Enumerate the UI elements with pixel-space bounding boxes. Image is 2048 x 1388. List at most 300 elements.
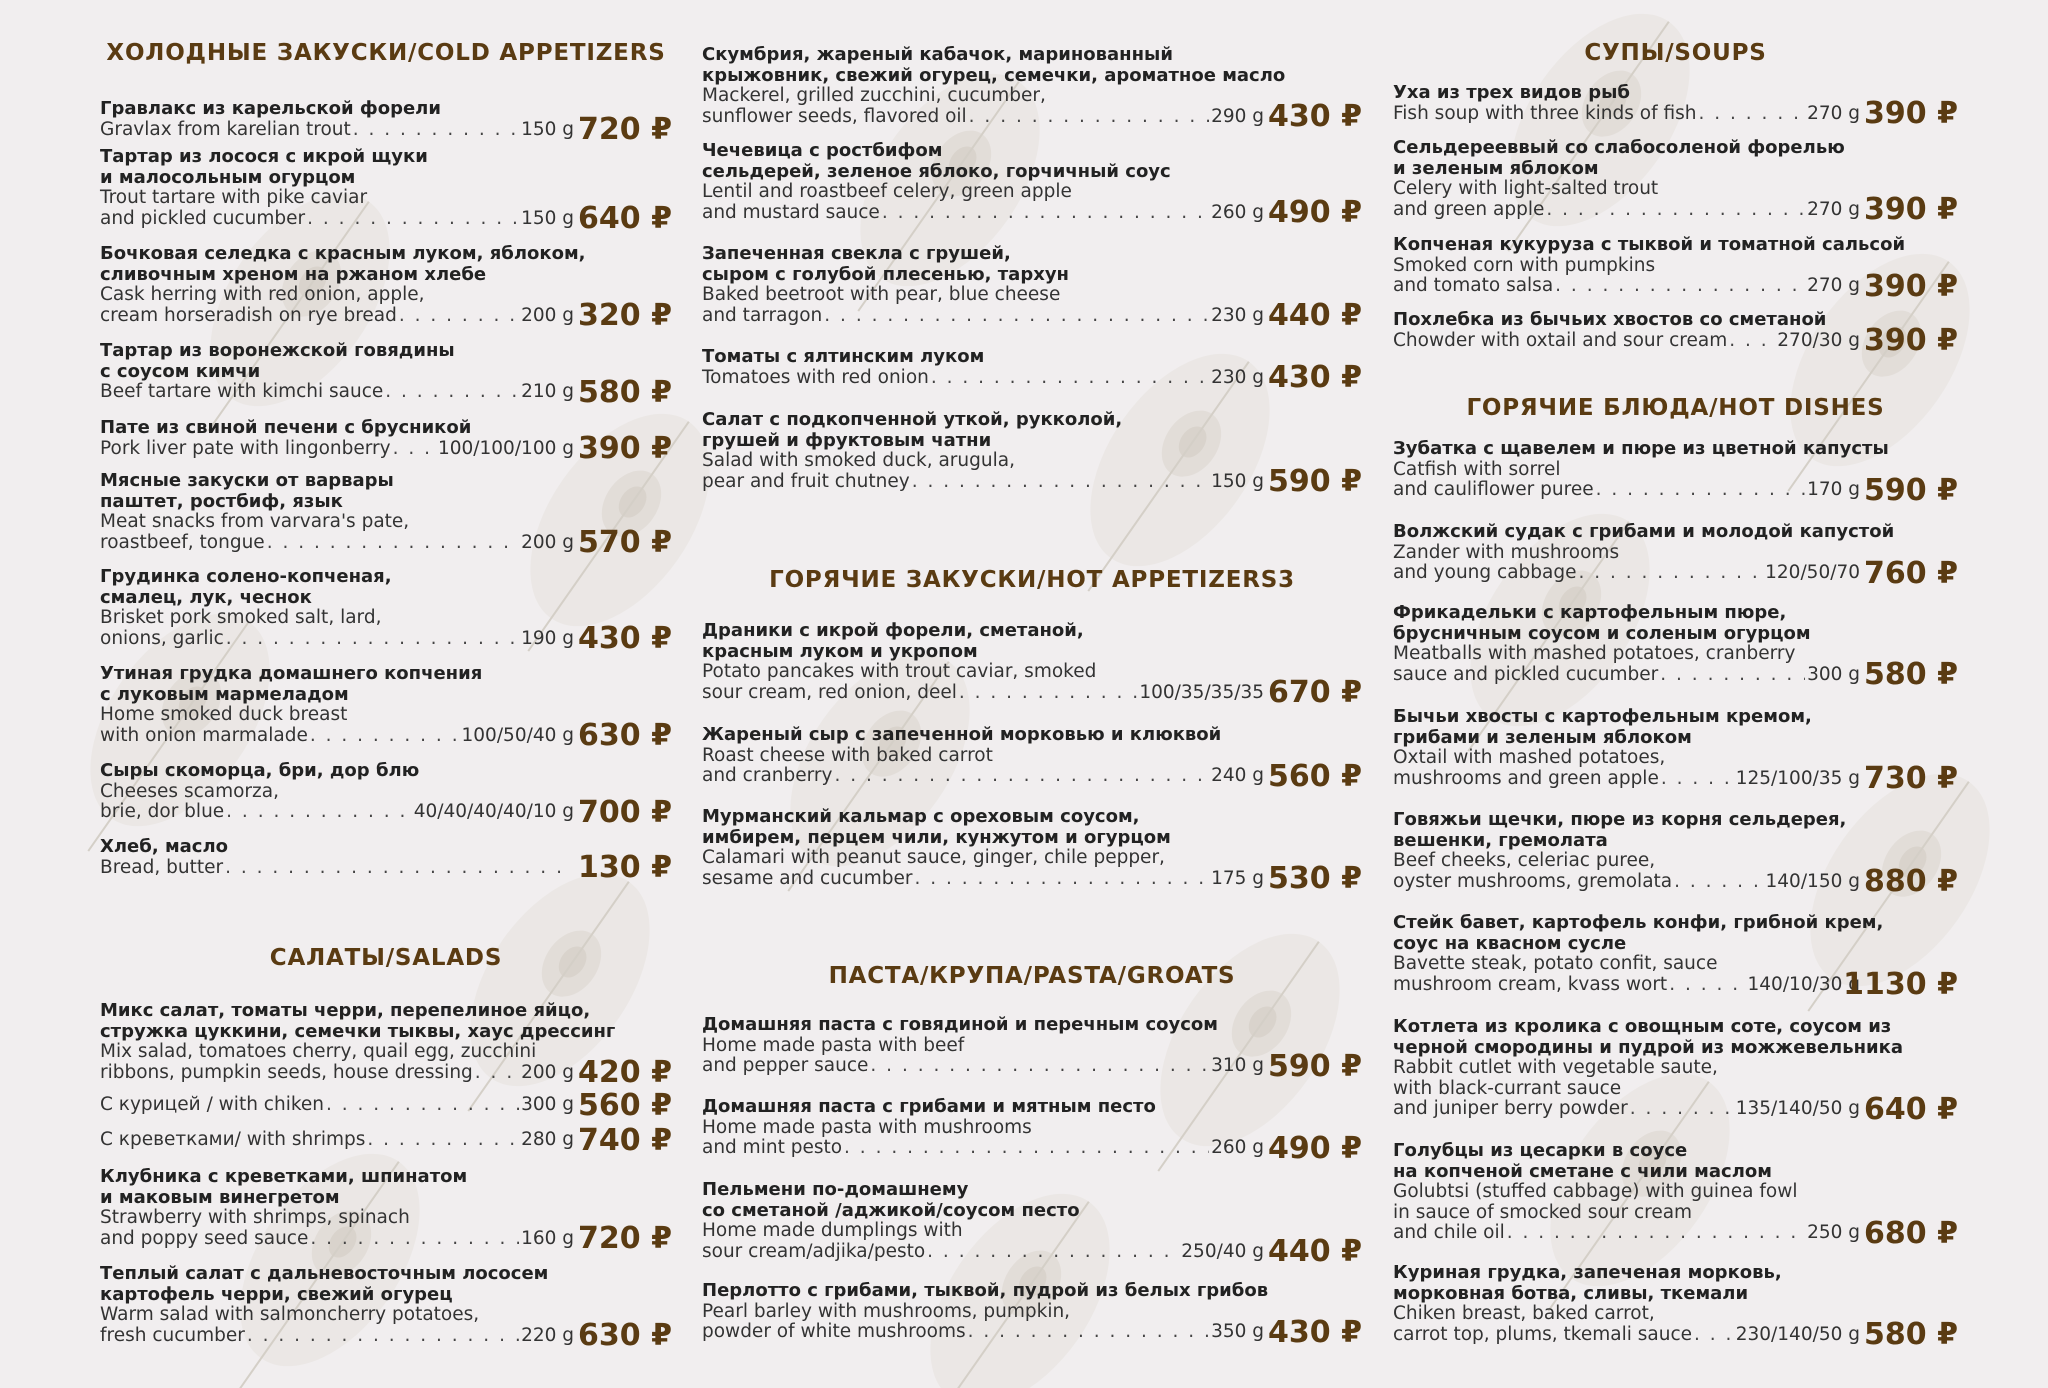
dish-name-ru: и зеленым яблоком [1393, 157, 1599, 179]
dish-description: and juniper berry powder [1393, 1098, 1628, 1119]
dish-name-ru: на копченой сметане с чили маслом [1393, 1160, 1772, 1182]
menu-item [1393, 706, 1958, 796]
dish-name-ru: Тартар из воронежской говядины [100, 340, 455, 361]
dish-name-ru: Гравлакс из карельской форели [100, 98, 441, 119]
dish-name-en: Mix salad, tomatoes cherry, quail egg, zucchini [100, 1041, 537, 1062]
dish-price: 390 ₽ [578, 431, 672, 466]
menu-item [1393, 521, 1958, 591]
dish-weight: 150 g [521, 118, 574, 140]
dish-name-ru: Волжский судак с грибами и молодой капустой [1393, 521, 1895, 542]
dish-name-ru: крыжовник, свежий огурец, семечки, ароматное масло [702, 64, 1286, 86]
menu-item [100, 1087, 672, 1123]
dish-description: mushroom cream, kvass wort [1393, 973, 1668, 995]
dot-leader [226, 629, 519, 650]
dish-price: 590 ₽ [1268, 464, 1362, 499]
dish-last-line [702, 203, 1362, 224]
dot-leader [1578, 563, 1763, 584]
dish-price: 590 ₽ [1864, 472, 1958, 508]
dish-price: 880 ₽ [1864, 864, 1958, 899]
menu-item [702, 620, 1362, 710]
menu-item [100, 836, 672, 885]
dish-weight: 100/50/40 g [461, 724, 574, 746]
dish-price: 420 ₽ [578, 1055, 672, 1090]
dish-price: 320 ₽ [578, 298, 672, 333]
dish-price: 130 ₽ [578, 850, 672, 885]
menu-item [1393, 1140, 1958, 1251]
dot-leader [310, 1229, 519, 1250]
dish-weight: 150 g [521, 207, 574, 229]
dish-name-en: Pearl barley with mushrooms, pumpkin, [702, 1300, 1071, 1322]
dish-description: pear and fruit chutney [702, 470, 910, 492]
dish-weight: 270 g [1807, 275, 1860, 296]
dot-leader [1507, 1223, 1805, 1244]
dish-name-en: Roast cheese with baked carrot [702, 744, 993, 766]
dot-leader [1674, 872, 1763, 893]
dish-name-en: Baked beetroot with pear, blue cheese [702, 284, 1061, 305]
dish-price: 720 ₽ [578, 1221, 672, 1256]
dish-name-en: Strawberry with shrimps, spinach [100, 1207, 410, 1228]
dot-leader [915, 869, 1210, 890]
dish-name-ru: со сметаной /аджикой/соусом песто [702, 1199, 1080, 1221]
dish-last-line [702, 869, 1362, 890]
dish-name-en: Celery with light-salted trout [1393, 178, 1659, 199]
dish-description: and pepper sauce [702, 1055, 869, 1076]
dish-description: sour cream/adjika/pesto [702, 1240, 926, 1262]
dish-name-ru: Мурманский кальмар с ореховым соусом, [702, 806, 1140, 827]
dish-description: Pork liver pate with lingonberry [100, 437, 391, 459]
dish-name-ru: Запеченная свекла с грушей, [702, 243, 1011, 264]
dot-leader [1669, 975, 1745, 996]
dish-description: sunflower seeds, flavored oil [702, 105, 967, 127]
dish-price: 580 ₽ [1864, 657, 1958, 692]
menu-item [702, 243, 1362, 333]
dish-description: fresh cucumber [100, 1324, 245, 1346]
dish-description: Bread, butter [100, 856, 224, 878]
dish-price: 580 ₽ [578, 374, 672, 410]
dish-name-ru: Котлета из кролика с овощным соте, соусом из [1393, 1016, 1892, 1037]
dish-name-en: Home made dumplings with [702, 1220, 963, 1241]
dish-weight: 240 g [1211, 765, 1264, 786]
menu-item [1393, 1016, 1958, 1127]
dish-name-ru: соус на квасном сусле [1393, 932, 1627, 954]
dish-price: 760 ₽ [1864, 555, 1958, 591]
dish-description: Fish soup with three kinds of fish [1393, 102, 1697, 124]
dish-weight: 190 g [521, 627, 574, 649]
dish-name-ru: Теплый салат с дальневосточным лососем [100, 1263, 549, 1284]
dish-weight: 300 g [521, 1094, 574, 1115]
dish-name-en: Home made pasta with beef [702, 1034, 965, 1056]
dot-leader [367, 1130, 519, 1151]
dish-price: 590 ₽ [1268, 1048, 1362, 1084]
menu-item [702, 1014, 1362, 1084]
dish-weight: 210 g [521, 381, 574, 402]
dish-name-en: Mackerel, grilled zucchini, cucumber, [702, 85, 1046, 106]
dish-name-ru: Клубника с креветками, шпинатом [100, 1166, 468, 1187]
dish-name-ru: Куриная грудка, запеченая морковь, [1393, 1262, 1782, 1283]
dish-name-ru: Утиная грудка домашнего копчения [100, 663, 483, 684]
dish-name-en: Beef cheeks, celeriac puree, [1393, 850, 1656, 871]
dish-weight: 350 g [1211, 1321, 1264, 1342]
dish-name-ru: Скумбрия, жареный кабачок, маринованный [702, 44, 1173, 65]
dish-name-ru: смалец, лук, чеснок [100, 586, 312, 608]
dish-name-ru: Салат с подкопченной уткой, рукколой, [702, 409, 1123, 430]
dot-leader [326, 1095, 519, 1116]
section-title-hot-dishes: ГОРЯЧИЕ БЛЮДА/HOT DISHES [1466, 395, 1885, 421]
dish-description: powder of white mushrooms [702, 1321, 966, 1342]
dish-name-ru: сливочным хреном на ржаном хлебе [100, 263, 487, 285]
dish-price: 430 ₽ [1268, 1314, 1362, 1350]
dot-leader [824, 306, 1209, 327]
dish-description: and mint pesto [702, 1137, 843, 1158]
dot-leader [353, 120, 519, 141]
dish-weight: 230 g [1211, 304, 1264, 326]
dish-description: and tarragon [702, 304, 823, 326]
dish-price: 670 ₽ [1268, 675, 1362, 710]
dish-weight: 125/100/35 g [1735, 767, 1860, 789]
dish-name-en: Meatballs with mashed potatoes, cranberry [1393, 643, 1796, 664]
dish-last-line [702, 1056, 1362, 1077]
dish-name-en: Brisket pork smoked salt, lard, [100, 607, 382, 628]
dish-weight: 270 g [1807, 102, 1860, 124]
menu-item [702, 1096, 1362, 1166]
dish-name-ru: морковная ботва, сливы, ткемали [1393, 1282, 1749, 1304]
section-title-cold: ХОЛОДНЫЕ ЗАКУСКИ/COLD APPETIZERS [106, 40, 666, 66]
dish-name-en: Golubtsi (stuffed cabbage) with guinea fowl [1393, 1181, 1798, 1202]
dish-weight: 100/100/100 g [437, 437, 574, 459]
menu-item [100, 1263, 672, 1353]
menu-item [100, 566, 672, 656]
dish-weight: 100/35/35/35 [1139, 681, 1264, 703]
dish-name-ru: Пельмени по-домашнему [702, 1179, 969, 1200]
dish-name-ru: Домашняя паста с говядиной и перечным соусом [702, 1014, 1218, 1035]
dot-leader [835, 766, 1210, 787]
dish-name-en: Salad with smoked duck, arugula, [702, 450, 1015, 471]
dish-description: and green apple [1393, 198, 1545, 220]
dish-price: 640 ₽ [1864, 1091, 1958, 1127]
dish-name-en: Zander with mushrooms [1393, 541, 1620, 563]
dish-name-en: Warm salad with salmoncherry potatoes, [100, 1304, 480, 1325]
menu-item [1393, 309, 1958, 358]
dish-name-ru: Драники с икрой форели, сметаной, [702, 620, 1084, 641]
menu-item [100, 760, 672, 830]
dish-price: 430 ₽ [578, 621, 672, 656]
dish-description: carrot top, plums, tkemali sauce [1393, 1323, 1693, 1345]
menu-item [702, 1179, 1362, 1269]
dish-name-en: Rabbit cutlet with vegetable saute, [1393, 1057, 1718, 1078]
menu-item [100, 340, 672, 410]
dish-description: with onion marmalade [100, 724, 308, 746]
menu-item [100, 417, 672, 466]
dish-price: 430 ₽ [1268, 99, 1362, 134]
dish-name-ru: красным луком и укропом [702, 640, 978, 662]
dish-weight: 230/140/50 g [1735, 1323, 1860, 1345]
dot-leader [1630, 1099, 1734, 1120]
dish-name-ru: черной смородины и пудрой из можжевельника [1393, 1036, 1904, 1058]
dish-name-ru: Микс салат, томаты черри, перепелиное яйцо, [100, 1000, 591, 1021]
dish-price: 490 ₽ [1268, 195, 1362, 230]
dish-price: 530 ₽ [1268, 861, 1362, 896]
dish-name-ru: Уха из трех видов рыб [1393, 82, 1630, 103]
dish-weight: 250/40 g [1181, 1240, 1264, 1262]
menu-item [1393, 809, 1958, 899]
section-title-pasta: ПАСТА/КРУПА/PASTA/GROATS [828, 963, 1236, 989]
dish-name-ru: Тартар из лосося с икрой щуки [100, 146, 428, 167]
dot-leader [968, 1322, 1209, 1343]
dish-description: and cranberry [702, 765, 833, 786]
dish-weight: 260 g [1211, 201, 1264, 223]
section-title-salads: САЛАТЫ/SALADS [269, 945, 503, 971]
dish-name-ru: брусничным соусом и соленым огурцом [1393, 622, 1811, 644]
dish-price: 440 ₽ [1268, 1234, 1362, 1269]
dish-last-line [702, 472, 1362, 493]
dish-description: sour cream, red onion, deel [702, 681, 957, 703]
dish-description: Tomatoes with red onion [702, 366, 929, 388]
dot-leader [225, 858, 572, 879]
dish-last-line [702, 766, 1362, 787]
dish-description: onions, garlic [100, 627, 224, 649]
dot-leader [882, 203, 1209, 224]
dish-price: 730 ₽ [1864, 761, 1958, 796]
dot-leader [226, 802, 412, 823]
dot-leader [1596, 480, 1805, 501]
menu-item [100, 1166, 672, 1256]
dot-leader [1694, 1325, 1734, 1346]
dish-price: 560 ₽ [1268, 758, 1362, 794]
dish-weight: 175 g [1211, 867, 1264, 889]
dish-name-ru: Мясные закуски от варвары [100, 470, 394, 491]
dish-price: 580 ₽ [1864, 1317, 1958, 1352]
dish-description: sesame and cucumber [702, 867, 913, 889]
dish-name-ru: Чечевица с ростбифом [702, 140, 943, 161]
dish-weight: 200 g [521, 1061, 574, 1083]
dish-name-en: Oxtail with mashed potatoes, [1393, 747, 1666, 768]
dot-leader [1546, 200, 1805, 221]
dish-name-en: with black-currant sauce [1393, 1077, 1622, 1099]
menu-item [100, 1000, 672, 1090]
dot-leader [912, 472, 1209, 493]
section-title-soups: СУПЫ/SOUPS [1584, 40, 1767, 66]
dish-description: mushrooms and green apple [1393, 767, 1659, 789]
dish-weight: 230 g [1211, 366, 1264, 388]
dish-last-line [702, 1242, 1362, 1263]
dish-weight: 310 g [1211, 1055, 1264, 1076]
dish-name-en: Lentil and roastbeef celery, green apple [702, 181, 1072, 202]
dish-description: oyster mushrooms, gremolata [1393, 870, 1673, 892]
menu-item [702, 409, 1362, 499]
dish-weight: 170 g [1807, 479, 1860, 500]
dish-name-ru: имбирем, перцем чили, кунжутом и огурцом [702, 826, 1171, 848]
menu-item [702, 44, 1362, 134]
dish-name-ru: и малосольным огурцом [100, 166, 356, 188]
dish-name-en: Catfish with sorrel [1393, 458, 1561, 480]
dish-weight: 135/140/50 g [1735, 1098, 1860, 1119]
dish-price: 680 ₽ [1864, 1215, 1958, 1251]
menu-item [1393, 234, 1958, 304]
menu-item [100, 1122, 672, 1158]
dish-name-ru: сыром с голубой плесенью, тархун [702, 263, 1069, 285]
dish-name-ru: Бочковая селедка с красным луком, яблоком, [100, 243, 586, 264]
dot-leader [927, 1242, 1179, 1263]
dish-description: roastbeef, tongue [100, 531, 265, 553]
dot-leader [1699, 104, 1806, 125]
dish-price: 440 ₽ [1268, 298, 1362, 333]
dish-name-en: Meat snacks from varvara's pate, [100, 511, 410, 532]
dish-description: С курицей / with chiken [100, 1094, 325, 1115]
dot-leader [267, 533, 519, 554]
dot-leader [475, 1063, 519, 1084]
menu-item [1393, 438, 1958, 508]
menu-item [100, 663, 672, 753]
dot-leader [1661, 769, 1734, 790]
dish-price: 390 ₽ [1864, 192, 1958, 227]
dot-leader [247, 1326, 519, 1347]
dish-name-ru: с соусом кимчи [100, 360, 261, 382]
dish-weight: 140/150 g [1765, 870, 1860, 892]
dish-description: and pickled cucumber [100, 207, 306, 229]
dish-weight: 200 g [521, 531, 574, 553]
dot-leader [1660, 665, 1805, 686]
dish-name-ru: Фрикадельки с картофельным пюре, [1393, 602, 1787, 623]
dish-weight: 280 g [521, 1129, 574, 1150]
dish-name-ru: Томаты с ялтинским луком [702, 346, 985, 367]
menu-item [702, 1280, 1362, 1350]
dot-leader [931, 368, 1209, 389]
menu-item [1393, 912, 1958, 1002]
menu-item [1393, 602, 1958, 692]
dish-weight: 300 g [1807, 663, 1860, 685]
dish-price: 390 ₽ [1864, 96, 1958, 131]
dot-leader [307, 209, 519, 230]
section-title-hot-appetizers: ГОРЯЧИЕ ЗАКУСКИ/HOT APPETIZERS3 [769, 567, 1295, 593]
dish-price: 740 ₽ [578, 1122, 672, 1158]
menu-item [1393, 137, 1958, 227]
dish-name-en: Bavette steak, potato confit, sauce [1393, 953, 1718, 974]
dish-name-ru: Сельдерееввый со слабосоленой форелью [1393, 137, 1845, 158]
dish-name-ru: Грудинка солено-копченая, [100, 566, 392, 587]
dish-weight: 270/30 g [1777, 329, 1860, 351]
dot-leader [1555, 276, 1805, 297]
menu-item [100, 146, 672, 236]
dish-name-en: Calamari with peanut sauce, ginger, chile pepper, [702, 847, 1165, 868]
dish-weight: 290 g [1211, 105, 1264, 127]
dish-name-ru: Жареный сыр с запеченной морковью и клюквой [702, 724, 1222, 745]
menu-item [100, 470, 672, 560]
dish-description: and cauliflower puree [1393, 479, 1594, 500]
dish-name-ru: Похлебка из бычьих хвостов со сметаной [1393, 309, 1827, 330]
dish-price: 1130 ₽ [1843, 967, 1958, 1002]
dish-price: 490 ₽ [1268, 1130, 1362, 1166]
dish-description: and young cabbage [1393, 562, 1577, 583]
dish-name-ru: Стейк бавет, картофель конфи, грибной крем, [1393, 912, 1884, 933]
dot-leader [969, 107, 1209, 128]
menu-item [100, 243, 672, 333]
dot-leader [399, 306, 519, 327]
dish-name-ru: стружка цуккини, семечки тыквы, хаус дрессинг [100, 1020, 616, 1042]
dish-last-line [702, 1322, 1362, 1343]
dish-weight: 140/10/30 g [1747, 973, 1860, 995]
dish-name-ru: с луковым мармеладом [100, 683, 349, 705]
menu-item [100, 98, 672, 147]
dish-name-ru: Пате из свиной печени с брусникой [100, 417, 472, 438]
dish-last-line [702, 683, 1362, 704]
dish-price: 430 ₽ [1268, 360, 1362, 395]
menu-item [702, 346, 1362, 395]
dish-weight: 120/50/70 [1765, 562, 1860, 583]
dish-weight: 220 g [521, 1324, 574, 1346]
dish-name-en: Cask herring with red onion, apple, [100, 284, 425, 305]
dish-name-en: Chiken breast, baked carrot, [1393, 1303, 1655, 1324]
dish-name-ru: и маковым винегретом [100, 1186, 340, 1208]
dish-price: 630 ₽ [578, 718, 672, 753]
dish-weight: 150 g [1211, 470, 1264, 492]
dish-weight: 250 g [1807, 1222, 1860, 1243]
dish-price: 700 ₽ [578, 794, 672, 830]
dish-name-ru: Домашняя паста с грибами и мятным песто [702, 1096, 1156, 1117]
dish-name-ru: паштет, ростбиф, язык [100, 490, 343, 512]
dish-weight: 270 g [1807, 198, 1860, 220]
menu-item [1393, 1262, 1958, 1352]
dish-last-line [702, 306, 1362, 327]
menu-item [702, 806, 1362, 896]
dish-name-en: Cheeses scamorza, [100, 780, 279, 802]
dish-description: Chowder with oxtail and sour cream [1393, 329, 1728, 351]
dish-description: Gravlax from karelian trout [100, 118, 351, 140]
dish-description: ribbons, pumpkin seeds, house dressing [100, 1061, 473, 1083]
dish-name-en: in sauce of smocked sour cream [1393, 1201, 1693, 1223]
menu-item [1393, 82, 1958, 131]
menu-item [702, 140, 1362, 230]
dot-leader [959, 683, 1137, 704]
dish-name-ru: Зубатка с щавелем и пюре из цветной капусты [1393, 438, 1889, 459]
dish-description: Beef tartare with kimchi sauce [100, 381, 384, 402]
dish-name-ru: грибами и зеленым яблоком [1393, 726, 1692, 748]
dish-description: С креветками/ with shrimps [100, 1129, 366, 1150]
dish-description: and poppy seed sauce [100, 1227, 309, 1249]
dot-leader [870, 1056, 1209, 1077]
dish-name-ru: Копченая кукуруза с тыквой и томатной сальсой [1393, 234, 1906, 255]
dish-description: sauce and pickled cucumber [1393, 663, 1659, 685]
dot-leader [844, 1138, 1209, 1159]
dish-description: and mustard sauce [702, 201, 880, 223]
dish-weight: 260 g [1211, 1137, 1264, 1158]
dish-price: 720 ₽ [578, 112, 672, 147]
dish-price: 560 ₽ [578, 1087, 672, 1123]
dish-name-ru: вешенки, гремолата [1393, 829, 1608, 851]
dot-leader [310, 726, 460, 747]
dish-name-ru: Говяжьи щечки, пюре из корня сельдерея, [1393, 809, 1847, 830]
dish-name-ru: Перлотто с грибами, тыквой, пудрой из белых грибов [702, 1280, 1269, 1301]
dish-description: cream horseradish on rye bread [100, 304, 397, 326]
dish-name-en: Smoked corn with pumpkins [1393, 254, 1656, 276]
dot-leader [385, 382, 519, 403]
dish-description: and tomato salsa [1393, 275, 1554, 296]
dish-name-ru: картофель черри, свежий огурец [100, 1283, 453, 1305]
dish-last-line [702, 1138, 1362, 1159]
dish-name-en: Home smoked duck breast [100, 704, 348, 725]
dish-name-ru: грушей и фруктовым чатни [702, 429, 992, 451]
dish-name-en: Trout tartare with pike caviar [100, 187, 368, 208]
dish-price: 390 ₽ [1864, 323, 1958, 358]
dish-weight: 160 g [521, 1227, 574, 1249]
dish-name-en: Home made pasta with mushrooms [702, 1116, 1032, 1138]
dish-description: and chile oil [1393, 1222, 1505, 1243]
dot-leader [1729, 331, 1775, 352]
dish-name-ru: Сыры скоморца, бри, дор блю [100, 760, 420, 781]
dish-weight: 200 g [521, 304, 574, 326]
dish-price: 640 ₽ [578, 201, 672, 236]
dish-name-ru: Бычьи хвосты с картофельным кремом, [1393, 706, 1812, 727]
dish-price: 570 ₽ [578, 525, 672, 560]
